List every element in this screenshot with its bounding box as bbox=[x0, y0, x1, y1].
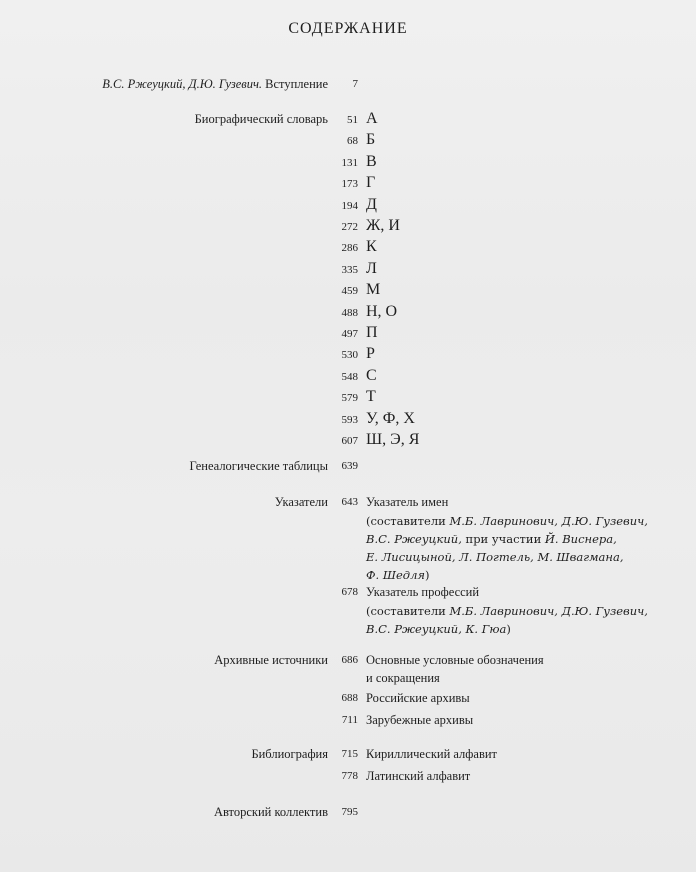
toc-entry-letter[interactable] bbox=[0, 388, 696, 408]
letter-heading: Д bbox=[366, 195, 377, 213]
page-number: 593 bbox=[341, 413, 358, 426]
section-label: Архивные источники bbox=[214, 653, 328, 667]
toc-entry-letter[interactable] bbox=[0, 303, 696, 323]
letter-heading: А bbox=[366, 110, 378, 127]
toc-entry-letter[interactable] bbox=[0, 367, 696, 387]
toc-entry-letter[interactable] bbox=[0, 217, 696, 237]
entry-note: Ф. Шедля) bbox=[366, 568, 430, 582]
entry-note: (составители М.Б. Лавринович, Д.Ю. Гузевич, bbox=[366, 604, 648, 618]
letter-heading: М bbox=[366, 281, 381, 299]
toc-entry-letter[interactable] bbox=[0, 196, 696, 216]
page-number: 715 bbox=[341, 748, 358, 760]
letter-heading: В bbox=[366, 152, 377, 170]
toc-entry-letter[interactable] bbox=[0, 324, 696, 344]
letter-heading: Ш, Э, Я bbox=[366, 431, 420, 448]
entry-note: Е. Лисицыной, Л. Погтель, М. Швагмана, bbox=[366, 550, 624, 564]
letter-heading: Б bbox=[366, 131, 376, 149]
page-number: 286 bbox=[341, 242, 358, 255]
toc-entry-archive-cont bbox=[0, 670, 696, 690]
toc-entry-letter[interactable] bbox=[0, 345, 696, 365]
letter-heading: Н, О bbox=[366, 302, 398, 320]
toc-entry-archive[interactable] bbox=[0, 690, 696, 710]
page-number: 131 bbox=[341, 156, 358, 169]
page-number: 194 bbox=[341, 199, 358, 212]
page-number: 678 bbox=[341, 586, 358, 598]
page-number: 711 bbox=[341, 714, 358, 726]
page-number: 778 bbox=[341, 770, 358, 782]
page-number: 643 bbox=[341, 496, 358, 508]
toc-entry-letter[interactable] bbox=[0, 281, 696, 301]
page-number: 607 bbox=[341, 435, 358, 447]
toc-entry-letter[interactable] bbox=[0, 238, 696, 258]
entry-title: Российские архивы bbox=[366, 691, 470, 705]
page-number: 459 bbox=[341, 285, 358, 298]
page-number: 639 bbox=[341, 460, 358, 472]
page-number: 335 bbox=[341, 263, 358, 276]
letter-heading: К bbox=[366, 238, 377, 256]
entry-title: Латинский алфавит bbox=[366, 769, 471, 783]
page-number: 488 bbox=[341, 306, 358, 319]
toc-entry-index-names[interactable] bbox=[0, 494, 696, 514]
letter-heading: Т bbox=[366, 388, 376, 406]
page-number: 51 bbox=[347, 114, 358, 126]
entry-note: (составители М.Б. Лавринович, Д.Ю. Гузевич, bbox=[366, 514, 648, 528]
section-label: Генеалогические таблицы bbox=[189, 459, 328, 473]
letter-heading: У, Ф, Х bbox=[366, 409, 415, 427]
section-label: Библиография bbox=[251, 747, 328, 761]
toc-entry-letter[interactable] bbox=[0, 410, 696, 430]
page-number: 68 bbox=[347, 135, 358, 148]
page-number: 548 bbox=[341, 370, 358, 383]
section-label: Биографический словарь bbox=[194, 112, 328, 126]
page-number: 688 bbox=[341, 692, 358, 704]
page-title: СОДЕРЖАНИЕ bbox=[288, 20, 408, 37]
toc-entry-letter[interactable] bbox=[0, 153, 696, 173]
toc-entry-letter[interactable] bbox=[0, 110, 696, 130]
entry-title: Указатель имен bbox=[366, 495, 449, 509]
letter-heading: П bbox=[366, 324, 378, 341]
toc-entry-bibliography[interactable] bbox=[0, 746, 696, 766]
entry-title: Указатель профессий bbox=[366, 585, 480, 599]
page-number: 686 bbox=[341, 654, 358, 666]
toc-entry-intro[interactable] bbox=[0, 76, 696, 96]
toc-entry-letter[interactable] bbox=[0, 431, 696, 451]
toc-entry-authors[interactable] bbox=[0, 804, 696, 824]
toc-entry-archive[interactable] bbox=[0, 712, 696, 732]
page-number: 530 bbox=[341, 349, 358, 362]
toc-entry-letter[interactable] bbox=[0, 260, 696, 280]
toc-entry-index-professions[interactable] bbox=[0, 584, 696, 604]
toc-entry-bibliography[interactable] bbox=[0, 768, 696, 788]
page-number: 7 bbox=[352, 78, 358, 90]
entry-title: и сокращения bbox=[366, 671, 440, 685]
entry-title: Кириллический алфавит bbox=[366, 747, 497, 761]
page-number: 795 bbox=[341, 806, 358, 818]
page-number: 272 bbox=[341, 221, 358, 233]
page-number: 173 bbox=[341, 178, 358, 191]
letter-heading: Р bbox=[366, 345, 375, 363]
page-number: 497 bbox=[341, 328, 358, 340]
toc-entry-genealogy[interactable] bbox=[0, 458, 696, 478]
letter-heading: С bbox=[366, 366, 377, 384]
entry-note: В.С. Ржеуцкий, при участии Й. Виснера, bbox=[366, 532, 617, 546]
intro-authors: В.С. Ржеуцкий, Д.Ю. Гузевич. bbox=[102, 77, 263, 91]
section-label: Указатели bbox=[274, 495, 328, 509]
toc-entry-archive[interactable] bbox=[0, 652, 696, 672]
letter-heading: Ж, И bbox=[366, 217, 400, 234]
entry-note: В.С. Ржеуцкий, К. Гюа) bbox=[366, 622, 511, 636]
intro-label: Вступление bbox=[265, 77, 328, 91]
section-label: Авторский коллектив bbox=[213, 805, 328, 819]
entry-title: Основные условные обозначения bbox=[366, 653, 544, 667]
toc-entry-letter[interactable] bbox=[0, 131, 696, 151]
letter-heading: Г bbox=[366, 174, 376, 192]
page-number: 579 bbox=[341, 392, 358, 405]
entry-title: Зарубежные архивы bbox=[366, 713, 474, 727]
toc-entry-letter[interactable] bbox=[0, 174, 696, 194]
letter-heading: Л bbox=[366, 259, 377, 277]
